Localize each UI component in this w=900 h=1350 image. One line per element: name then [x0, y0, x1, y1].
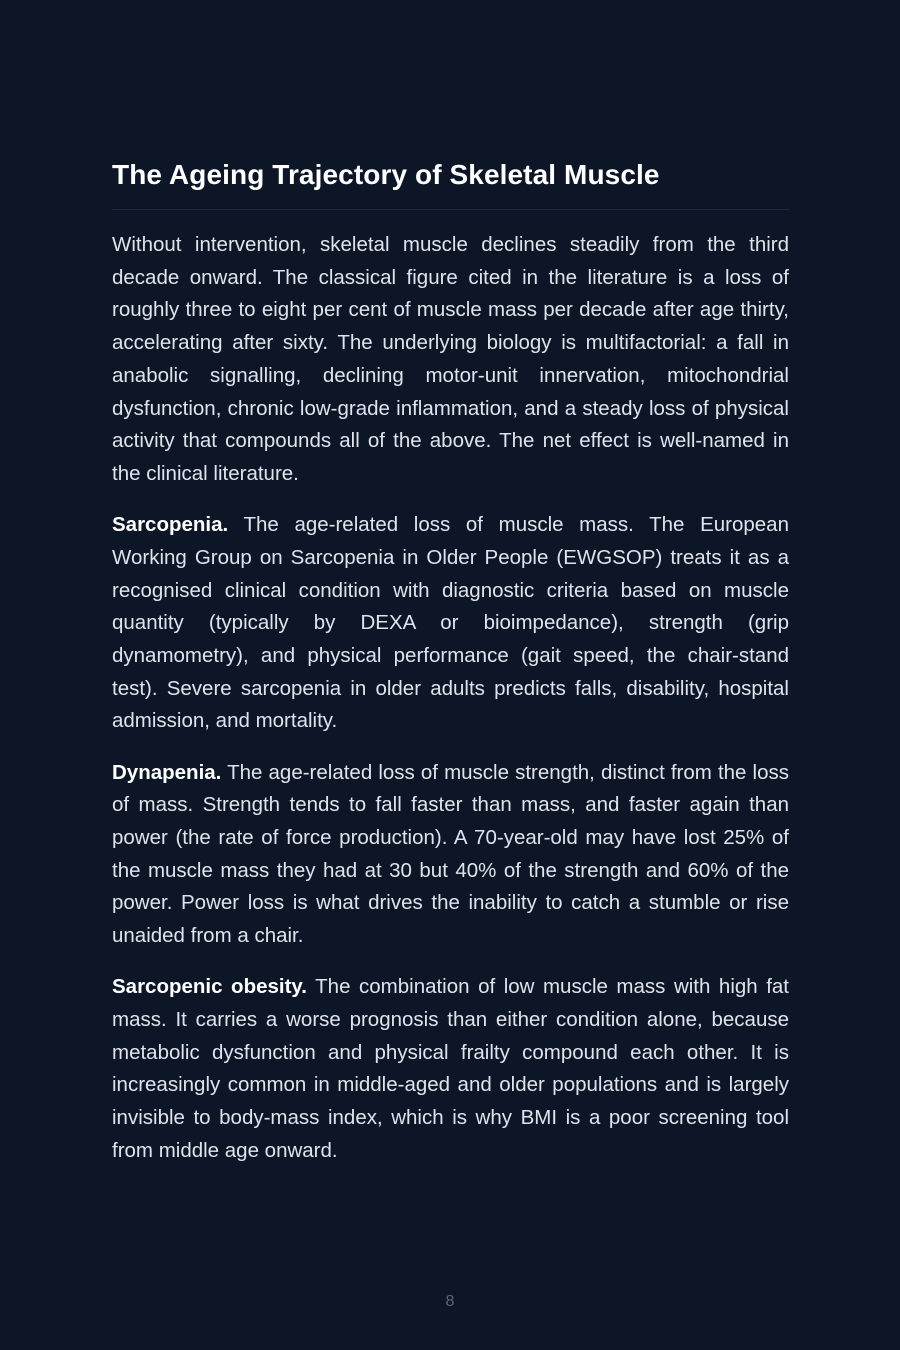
definition-term: Dynapenia.: [112, 760, 222, 784]
definition-sarcopenia: [112, 509, 789, 738]
definition-text: The age-related loss of muscle strength, distinct from the loss of mass. Strength tends to fall faster than mass, and faster again than power (the rate of force production). A 70-year-old may have lost 25% of the muscle mass they had at 30 but 40% of the strength and 60% of the power. Power loss is what drives the inability to catch a stumble or rise unaided from a chair.: [112, 760, 789, 948]
definition-term: Sarcopenia.: [112, 513, 229, 537]
definition-sarcopenic-obesity: [112, 971, 789, 1167]
section-title: The Ageing Trajectory of Skeletal Muscle: [112, 155, 789, 210]
intro-paragraph: Without intervention, skeletal muscle declines steadily from the third decade onward. The classical figure cited in the literature is a loss of roughly three to eight per cent of muscle mass per decade after age thirty, accelerating after sixty. The underlying biology is multifactorial: a fall in anabolic signalling, declining motor-unit innervation, mitochondrial dysfunction, chronic low-grade inflammation, and a steady loss of physical activity that compounds all of the above. The net effect is well-named in the clinical literature.: [112, 233, 789, 485]
definition-text: The age-related loss of muscle mass. The European Working Group on Sarcopenia in Older People (EWGSOP) treats it as a recognised clinical condition with diagnostic criteria based on muscle quantity (typically by DEXA or bioimpedance), strength (grip dynamometry), and physical performance (gait speed, the chair-stand test). Severe sarcopenia in older adults predicts falls, disability, hospital admission, and mortality.: [112, 513, 789, 733]
page-number: 8: [445, 1293, 455, 1310]
definition-text: The combination of low muscle mass with high fat mass. It carries a worse prognosis than either condition alone, because metabolic dysfunction and physical frailty compound each other. It is increasingly common in middle-aged and older populations and is largely invisible to body-mass index, which is why BMI is a poor screening tool from middle age onward.: [112, 975, 789, 1162]
definition-term: Sarcopenic obesity.: [112, 975, 307, 999]
definition-dynapenia: [112, 757, 789, 953]
page-content: [112, 155, 789, 1167]
